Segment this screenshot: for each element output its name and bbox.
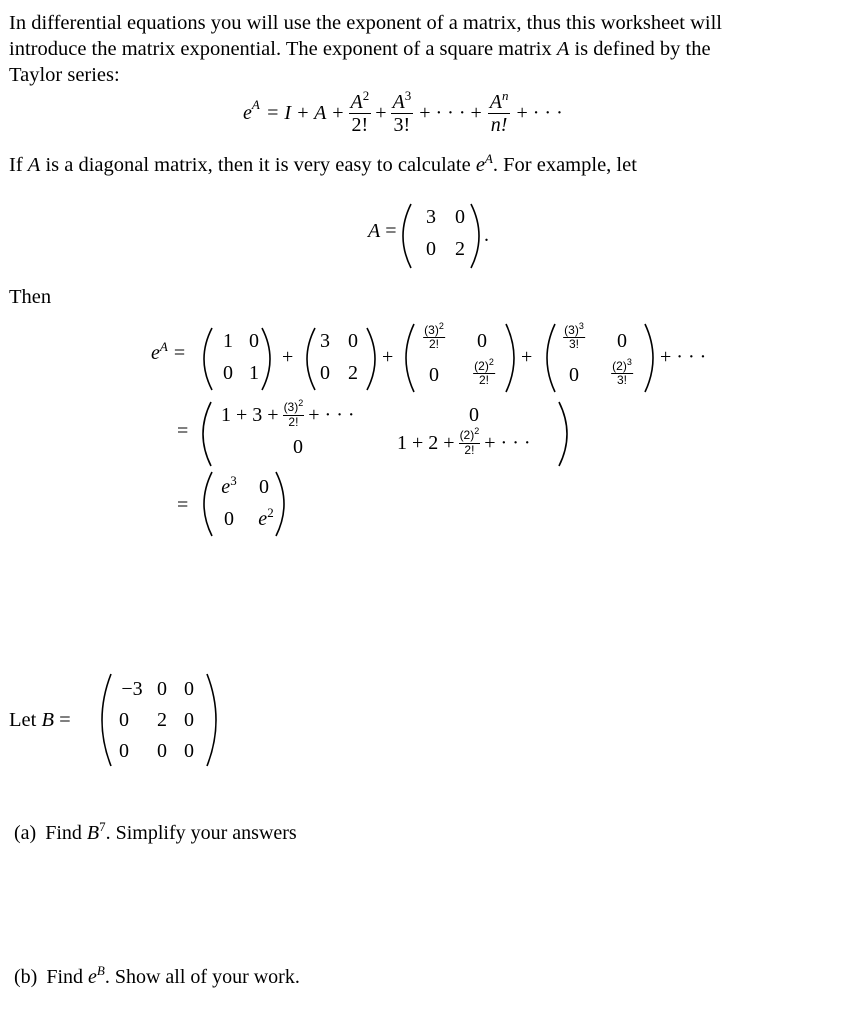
- square-term-cell-11: $\frac{(3)^2}{2!}$: [424, 321, 444, 352]
- matrix-a-label: A =: [368, 220, 397, 242]
- then-label: Then: [9, 286, 52, 308]
- identity-cell: 1: [249, 362, 259, 384]
- intro-line-1: In differential equations you will use the exponent of a matrix, thus this worksheet will: [9, 12, 722, 34]
- intro-paragraph: [9, 10, 849, 88]
- series-tail: + · · ·: [660, 346, 707, 368]
- matrix-b-cell: 2: [157, 709, 167, 731]
- cube-term-cell-21: 0: [569, 364, 579, 386]
- summed-cell-12: 0: [469, 404, 479, 426]
- matrix-a-cell: 3: [426, 206, 436, 228]
- taylor-term-n: $\frac{A^n}{n!}$: [489, 87, 509, 136]
- equals-sign: =: [177, 420, 189, 442]
- intro-line-3: Taylor series:: [9, 64, 120, 86]
- square-term-cell-12: 0: [477, 330, 487, 352]
- equals-sign: =: [177, 494, 189, 516]
- matrix-a-brackets: [397, 200, 487, 272]
- result-cell-22: $e^2$: [258, 505, 274, 530]
- matrix-b-cell: −3: [121, 678, 143, 700]
- matrix-a-term-cell: 0: [320, 362, 330, 384]
- square-term-cell-22: $\frac{(2)^2}{2!}$: [474, 357, 494, 388]
- plus-sign: +: [521, 346, 533, 368]
- square-term-brackets: [400, 320, 520, 396]
- matrix-b-cell: 0: [157, 740, 167, 762]
- result-matrix-brackets: [198, 468, 290, 540]
- matrix-a-cell: 0: [455, 206, 465, 228]
- cube-term-brackets: [541, 320, 659, 396]
- identity-cell: 0: [223, 362, 233, 384]
- taylor-term-2: $\frac{A^2}{2!}$: [350, 87, 370, 136]
- part-b-question: (b) Find $e^B$. Show all of your work.: [14, 963, 300, 988]
- summed-cell-11: 1 + 3 + $\frac{(3)^2}{2!}$ + · · ·: [221, 398, 355, 429]
- result-cell-21: 0: [224, 508, 234, 530]
- matrix-b-cell: 0: [157, 678, 167, 700]
- matrix-b-cell: 0: [184, 678, 194, 700]
- taylor-series-equation: e $^A$ = I + A + $\frac{A^2}{2!}$ + $\frac{A^3}{3!}$ + · · · + $\frac{A^n}{n!}$ + · · ·: [243, 87, 563, 136]
- result-cell-12: 0: [259, 476, 269, 498]
- cube-term-cell-22: $\frac{(2)^3}{3!}$: [612, 357, 632, 388]
- matrix-a-period: .: [484, 224, 489, 246]
- identity-matrix-brackets: [198, 324, 278, 394]
- matrix-a-term-cell: 3: [320, 330, 330, 352]
- expansion-lhs: $e^A$ =: [151, 339, 186, 364]
- cube-term-cell-11: $\frac{(3)^3}{3!}$: [564, 321, 584, 352]
- matrix-b-label: Let B =: [9, 709, 71, 731]
- matrix-b-cell: 0: [184, 709, 194, 731]
- square-term-cell-21: 0: [429, 364, 439, 386]
- matrix-a-term-cell: 0: [348, 330, 358, 352]
- identity-cell: 0: [249, 330, 259, 352]
- matrix-b-cell: 0: [184, 740, 194, 762]
- result-cell-11: $e^3$: [221, 473, 237, 498]
- matrix-a-term-cell: 2: [348, 362, 358, 384]
- taylor-term-3: $\frac{A^3}{3!}$: [392, 87, 412, 136]
- matrix-b-cell: 0: [119, 709, 129, 731]
- matrix-a-cell: 0: [426, 238, 436, 260]
- matrix-a-term-brackets: [301, 324, 381, 394]
- diagonal-matrix-text: If A is a diagonal matrix, then it is very easy to calculate $e^A$. For example, let: [9, 151, 637, 176]
- plus-sign: +: [282, 346, 294, 368]
- part-a-question: (a) Find $B^7$. Simplify your answers: [14, 819, 297, 844]
- intro-line-2: introduce the matrix exponential. The exponent of a square matrix A is defined by the: [9, 38, 711, 60]
- cube-term-cell-12: 0: [617, 330, 627, 352]
- identity-cell: 1: [223, 330, 233, 352]
- summed-cell-22: 1 + 2 + $\frac{(2)^2}{2!}$ + · · ·: [397, 426, 531, 457]
- matrix-a-cell: 2: [455, 238, 465, 260]
- plus-sign: +: [382, 346, 394, 368]
- summed-cell-21: 0: [293, 436, 303, 458]
- matrix-b-cell: 0: [119, 740, 129, 762]
